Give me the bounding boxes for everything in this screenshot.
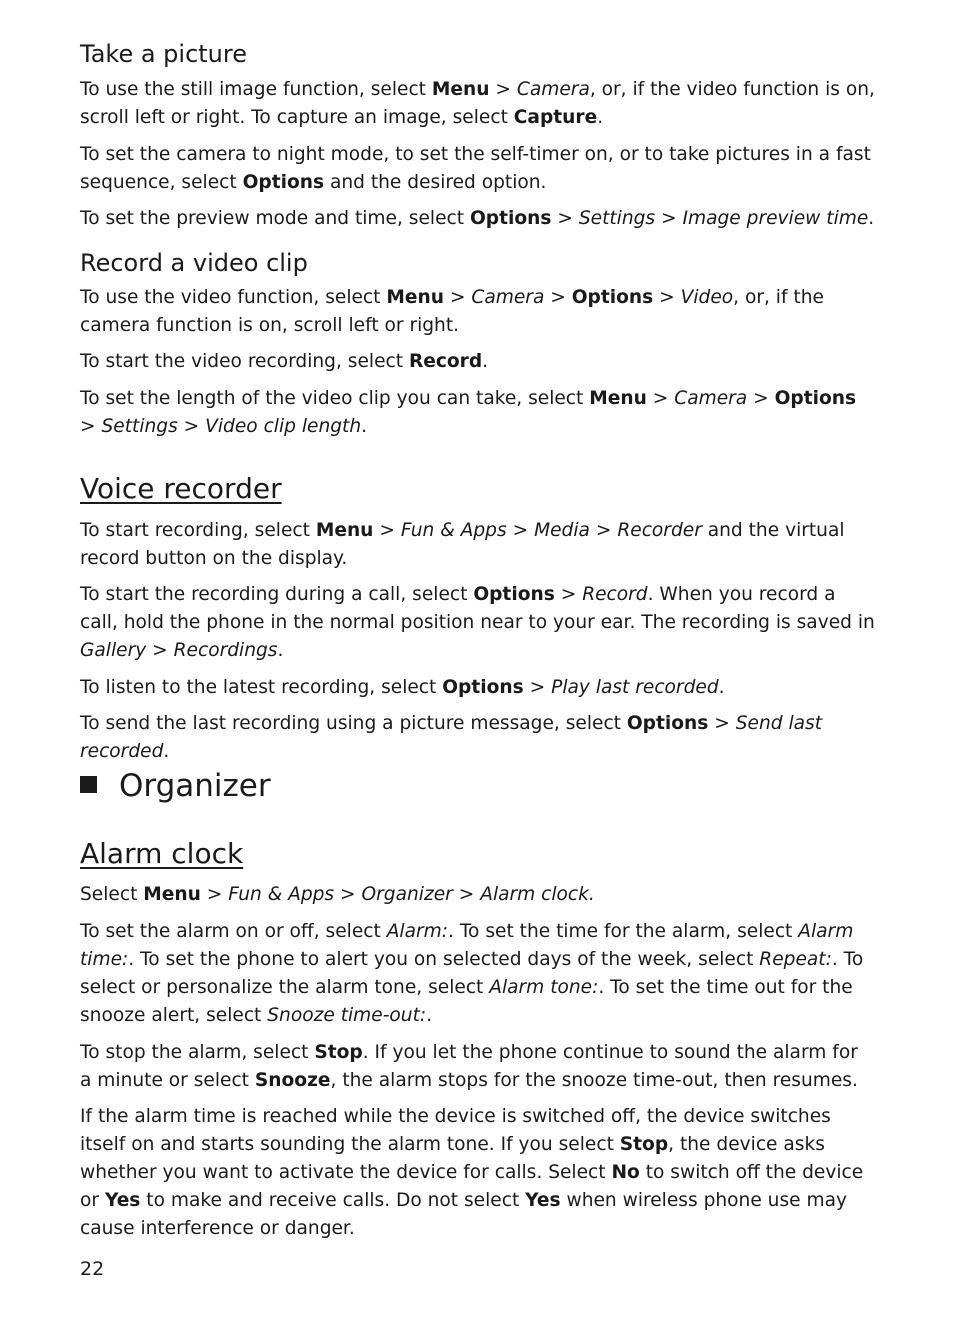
menu-path-term: Alarm tone: bbox=[489, 977, 599, 998]
text-run: . To set the time for the alarm, select bbox=[448, 921, 799, 942]
paragraph bbox=[80, 284, 875, 340]
menu-path-term: Settings bbox=[101, 416, 178, 437]
text-run: To use the still image function, select bbox=[80, 79, 432, 100]
menu-path-term: Alarm: bbox=[386, 921, 449, 942]
ui-term: Yes bbox=[525, 1190, 561, 1211]
paragraph bbox=[80, 710, 875, 766]
menu-path-term: Send last recorded bbox=[80, 713, 823, 762]
text-run: . To select or personalize the alarm tone, select bbox=[80, 949, 864, 998]
menu-path-term: Video clip length bbox=[205, 416, 362, 437]
text-run: > bbox=[544, 287, 572, 308]
ui-term: Capture bbox=[513, 107, 598, 128]
paragraph bbox=[80, 141, 875, 197]
ui-term: Options bbox=[626, 713, 709, 734]
paragraph bbox=[80, 385, 875, 441]
paragraph bbox=[80, 918, 875, 1030]
menu-path-term: Organizer bbox=[361, 884, 453, 905]
menu-path-term: Image preview time bbox=[682, 208, 869, 229]
text-run: > bbox=[554, 584, 583, 605]
text-run: To listen to the latest recording, select bbox=[80, 677, 443, 698]
text-run: > bbox=[551, 208, 579, 229]
text-run: To set the camera to night mode, to set the self-timer on, or to take pictures in a fast sequence, select bbox=[80, 144, 871, 193]
text-run: > bbox=[373, 520, 401, 541]
menu-path-term: Record bbox=[582, 584, 648, 605]
text-run: . bbox=[718, 677, 725, 698]
menu-path-term: Recorder bbox=[617, 520, 702, 541]
text-run: . To set the phone to alert you on selected days of the week, select bbox=[128, 949, 760, 970]
text-run: > bbox=[646, 388, 675, 409]
paragraph bbox=[80, 1039, 875, 1095]
menu-path-term: Recordings bbox=[173, 640, 278, 661]
ui-term: Menu bbox=[431, 79, 490, 100]
square-bullet-icon bbox=[80, 776, 97, 793]
organizer-title: Organizer bbox=[119, 768, 271, 804]
text-run: > bbox=[334, 884, 362, 905]
menu-path-term: Play last recorded bbox=[551, 677, 719, 698]
menu-path-term: Camera bbox=[516, 79, 590, 100]
text-run: . bbox=[361, 416, 368, 437]
text-run: > bbox=[200, 884, 229, 905]
paragraph bbox=[80, 881, 875, 909]
menu-path-term: Fun & Apps bbox=[228, 884, 335, 905]
paragraph bbox=[80, 76, 875, 132]
text-run: and the desired option. bbox=[324, 172, 547, 193]
text-run: To send the last recording using a picture message, select bbox=[80, 713, 627, 734]
text-run: . bbox=[163, 741, 170, 762]
ui-term: Stop bbox=[314, 1042, 363, 1063]
ui-term: Snooze bbox=[254, 1070, 331, 1091]
paragraph bbox=[80, 674, 875, 702]
ui-term: Yes bbox=[104, 1190, 141, 1211]
text-run: . When you record a call, hold the phone in the normal position near to your ear. The recording is saved in bbox=[80, 584, 875, 633]
ui-term: Options bbox=[774, 388, 857, 409]
heading-alarm-clock: Alarm clock bbox=[80, 837, 244, 870]
text-run: , the device asks whether you want to activate the device for calls. Select bbox=[80, 1134, 825, 1183]
ui-term: No bbox=[611, 1162, 640, 1183]
text-run: , the alarm stops for the snooze time-out, then resumes. bbox=[330, 1070, 858, 1091]
text-run: . bbox=[426, 1005, 433, 1026]
text-run: > bbox=[747, 388, 775, 409]
text-run: , or, if the camera function is on, scroll left or right. bbox=[80, 287, 824, 336]
text-run: To set the preview mode and time, select bbox=[80, 208, 470, 229]
paragraph bbox=[80, 581, 875, 665]
menu-path-term: Fun & Apps bbox=[400, 520, 507, 541]
text-run: To set the alarm on or off, select bbox=[80, 921, 387, 942]
text-run: . bbox=[868, 208, 875, 229]
heading-record-a-video-clip: Record a video clip bbox=[80, 249, 308, 277]
ui-term: Record bbox=[408, 351, 483, 372]
page-number: 22 bbox=[80, 1258, 105, 1280]
ui-term: Options bbox=[473, 584, 555, 605]
ui-term: Menu bbox=[315, 520, 374, 541]
text-run: . bbox=[597, 107, 604, 128]
menu-path-term: Repeat: bbox=[759, 949, 832, 970]
paragraph bbox=[80, 348, 875, 376]
text-run: to make and receive calls. Do not select bbox=[140, 1190, 526, 1211]
text-run: To start the recording during a call, select bbox=[80, 584, 474, 605]
menu-path-term: Camera bbox=[674, 388, 748, 409]
menu-path-term: Settings bbox=[578, 208, 656, 229]
menu-path-term: Camera bbox=[471, 287, 545, 308]
text-run: > bbox=[506, 520, 535, 541]
text-run: . If you let the phone continue to sound the alarm for a minute or select bbox=[80, 1042, 858, 1091]
heading-voice-recorder: Voice recorder bbox=[80, 472, 282, 505]
text-run: > bbox=[589, 520, 618, 541]
text-run: and the virtual record button on the display. bbox=[80, 520, 845, 569]
text-run: Select bbox=[80, 884, 144, 905]
text-run: > bbox=[177, 416, 206, 437]
text-run: > bbox=[443, 287, 472, 308]
text-run: . bbox=[482, 351, 489, 372]
text-run: > bbox=[80, 416, 102, 437]
ui-term: Menu bbox=[589, 388, 647, 409]
text-run: To set the length of the video clip you can take, select bbox=[80, 388, 590, 409]
text-run: > bbox=[146, 640, 174, 661]
ui-term: Menu bbox=[386, 287, 444, 308]
text-run: . To set the time out for the snooze alert, select bbox=[80, 977, 853, 1026]
text-run: > bbox=[653, 287, 681, 308]
text-run: To start recording, select bbox=[80, 520, 316, 541]
menu-path-term: Snooze time-out: bbox=[267, 1005, 427, 1026]
menu-path-term: Alarm time: bbox=[80, 921, 854, 970]
text-run: > bbox=[489, 79, 517, 100]
text-run: to switch off the device or bbox=[80, 1162, 864, 1211]
paragraph bbox=[80, 517, 875, 573]
heading-take-a-picture: Take a picture bbox=[80, 40, 247, 68]
text-run: To start the video recording, select bbox=[80, 351, 409, 372]
text-run: . bbox=[277, 640, 284, 661]
paragraph bbox=[80, 205, 875, 233]
ui-term: Options bbox=[442, 677, 524, 698]
text-run: , or, if the video function is on, scroll left or right. To capture an image, select bbox=[80, 79, 875, 128]
menu-path-term: Media bbox=[534, 520, 590, 541]
text-run: when wireless phone use may cause interference or danger. bbox=[80, 1190, 847, 1239]
menu-path-term: Video bbox=[680, 287, 734, 308]
paragraph bbox=[80, 1103, 875, 1243]
heading-organizer bbox=[80, 768, 271, 804]
text-run: If the alarm time is reached while the device is switched off, the device switches itself on and starts sounding the alarm tone. If you select bbox=[80, 1106, 831, 1155]
text-run: To stop the alarm, select bbox=[80, 1042, 315, 1063]
text-run: To use the video function, select bbox=[80, 287, 387, 308]
text-run: > bbox=[708, 713, 736, 734]
ui-term: Options bbox=[571, 287, 654, 308]
menu-path-term: Alarm clock. bbox=[480, 884, 595, 905]
menu-path-term: Gallery bbox=[80, 640, 147, 661]
text-run: > bbox=[655, 208, 683, 229]
ui-term: Menu bbox=[143, 884, 201, 905]
text-run: > bbox=[523, 677, 552, 698]
ui-term: Options bbox=[469, 208, 552, 229]
ui-term: Stop bbox=[619, 1134, 669, 1155]
ui-term: Options bbox=[242, 172, 325, 193]
text-run: > bbox=[452, 884, 481, 905]
